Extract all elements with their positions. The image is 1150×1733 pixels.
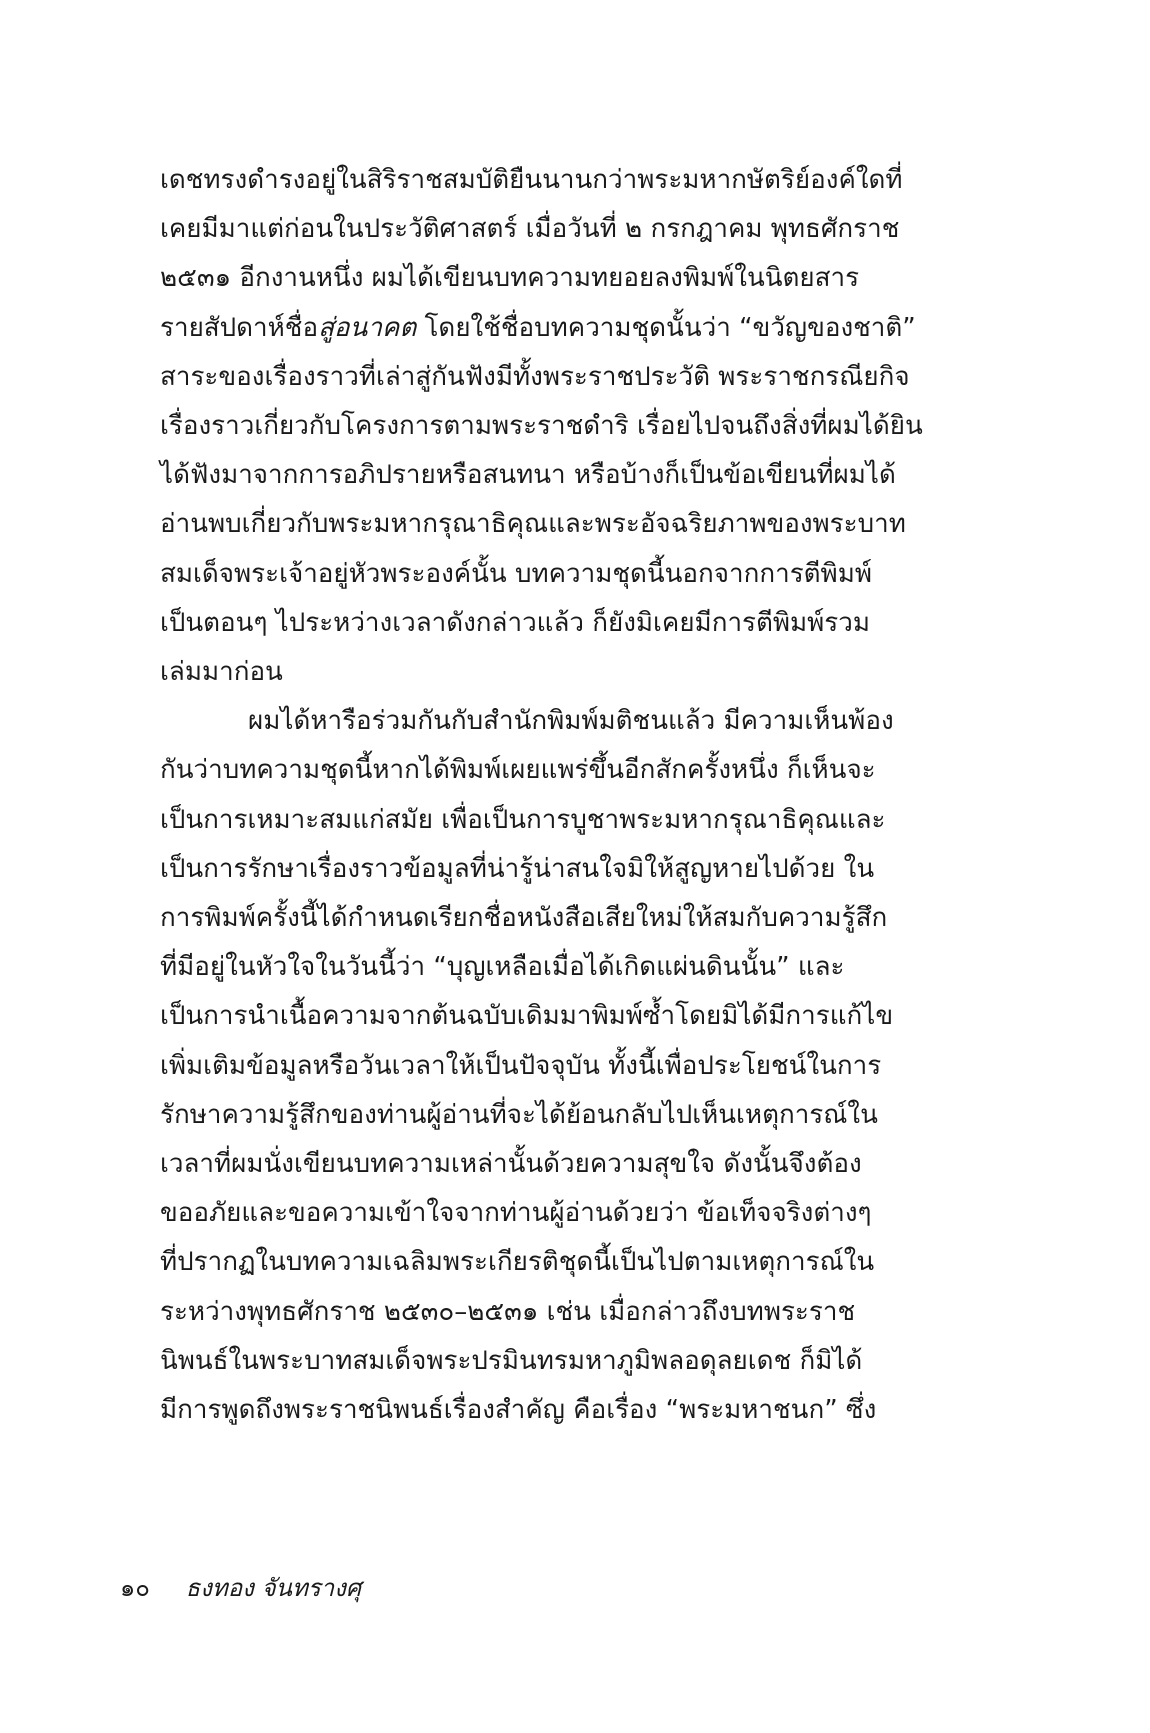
text-line: เป็นการเหมาะสมแก่สมัย เพื่อเป็นการบูชาพระมหากรุณาธิคุณและ <box>160 804 886 835</box>
text-line: ได้ฟังมาจากการอภิปรายหรือสนทนา หรือบ้างก็เป็นข้อเขียนที่ผมได้ <box>160 460 896 491</box>
text-line: เคยมีมาแต่ก่อนในประวัติศาสตร์ เมื่อวันที่ ๒ กรกฎาคม พุทธศักราช <box>160 214 900 245</box>
text-line: ระหว่างพุทธศักราช ๒๕๓๐–๒๕๓๑ เช่น เมื่อกล่าวถึงบทพระราช <box>160 1296 856 1327</box>
text-line: เวลาที่ผมนั่งเขียนบทความเหล่านั้นด้วยความสุขใจ ดังนั้นจึงต้อง <box>160 1149 862 1179</box>
text-line: ที่ปรากฏในบทความเฉลิมพระเกียรติชุดนี้เป็นไปตามเหตุการณ์ใน <box>160 1247 875 1278</box>
text-line: ๒๕๓๑ อีกงานหนึ่ง ผมได้เขียนบทความทยอยลงพิมพ์ในนิตยสาร <box>160 263 860 294</box>
text-line: กันว่าบทความชุดนี้หากได้พิมพ์เผยแพร่ขึ้นอีกสักครั้งหนึ่ง ก็เห็นจะ <box>160 755 876 786</box>
text-line: สาระของเรื่องราวที่เล่าสู่กันฟังมีทั้งพระราชประวัติ พระราชกรณียกิจ <box>160 361 910 392</box>
text-line: เป็นการรักษาเรื่องราวข้อมูลที่น่ารู้น่าสนใจมิให้สูญหายไปด้วย ใน <box>160 853 875 884</box>
text-line: ผมได้หารือร่วมกันกับสำนักพิมพ์มติชนแล้ว มีความเห็นพ้อง <box>248 706 894 737</box>
text-line: เพิ่มเติมข้อมูลหรือวันเวลาให้เป็นปัจจุบัน ทั้งนี้เพื่อประโยชน์ในการ <box>160 1050 882 1081</box>
text-line: เป็นตอนๆ ไประหว่างเวลาดังกล่าวแล้ว ก็ยังมิเคยมีการตีพิมพ์รวม <box>160 607 871 638</box>
text-segment: รายสัปดาห์ชื่อ <box>160 312 319 343</box>
text-line: การพิมพ์ครั้งนี้ได้กำหนดเรียกชื่อหนังสือเสียใหม่ให้สมกับความรู้สึก <box>160 903 888 933</box>
text-segment: โดยใช้ชื่อบทความชุดนั้นว่า “ขวัญของชาติ” <box>416 312 916 343</box>
text-line: อ่านพบเกี่ยวกับพระมหากรุณาธิคุณและพระอัจฉริยภาพของพระบาท <box>160 509 906 540</box>
text-line: รักษาความรู้สึกของท่านผู้อ่านที่จะได้ย้อนกลับไปเห็นเหตุการณ์ใน <box>160 1099 878 1130</box>
magazine-title: สู่อนาคต <box>318 312 417 343</box>
text-line: เล่มมาก่อน <box>160 657 283 687</box>
author-running-head: ธงทอง จันทรางศุ <box>185 1574 362 1602</box>
text-line: สมเด็จพระเจ้าอยู่หัวพระองค์นั้น บทความชุดนี้นอกจากการตีพิมพ์ <box>160 558 872 589</box>
text-line: เรื่องราวเกี่ยวกับโครงการตามพระราชดำริ เรื่อยไปจนถึงสิ่งที่ผมได้ยิน <box>160 411 923 441</box>
page-number: ๑๐ <box>120 1574 150 1602</box>
page-footer <box>120 1568 361 1608</box>
text-line: ขออภัยและขอความเข้าใจจากท่านผู้อ่านด้วยว่า ข้อเท็จจริงต่างๆ <box>160 1198 872 1229</box>
text-line: ที่มีอยู่ในหัวใจในวันนี้ว่า “บุญเหลือเมื่อได้เกิดแผ่นดินนั้น” และ <box>160 952 845 983</box>
text-line: เดชทรงดำรงอยู่ในสิริราชสมบัติยืนนานกว่าพระมหากษัตริย์องค์ใดที่ <box>160 165 903 195</box>
text-line: นิพนธ์ในพระบาทสมเด็จพระปรมินทรมหาภูมิพลอดุลยเดช ก็มิได้ <box>160 1345 863 1376</box>
text-line: มีการพูดถึงพระราชนิพนธ์เรื่องสำคัญ คือเรื่อง “พระมหาชนก” ซึ่ง <box>160 1395 877 1425</box>
text-line: เป็นการนำเนื้อความจากต้นฉบับเดิมมาพิมพ์ซ้ำโดยมิได้มีการแก้ไข <box>160 1001 894 1032</box>
